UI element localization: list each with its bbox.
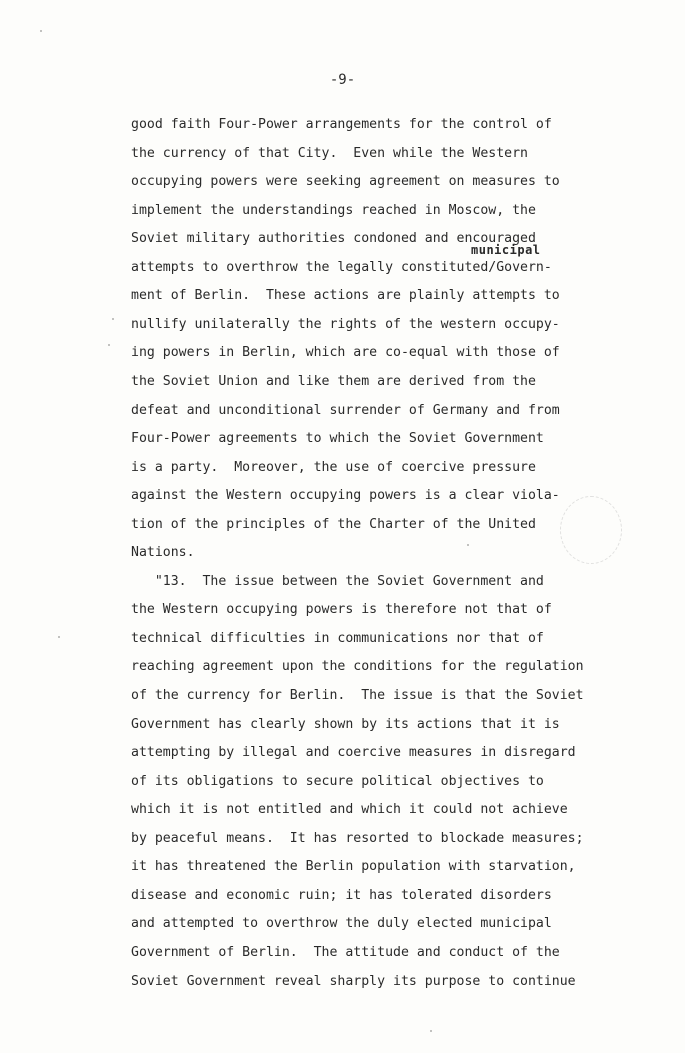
text-line: defeat and unconditional surrender of Germany and from [131, 402, 560, 418]
scan-speck [430, 1030, 432, 1032]
text-line: Nations. [131, 545, 195, 561]
text-line: by peaceful means. It has resorted to blockade measures; [131, 830, 584, 846]
text-line: the Western occupying powers is therefore not that of [131, 602, 552, 618]
scan-speck [467, 544, 469, 546]
text-line: nullify unilaterally the rights of the western occupy- [131, 316, 560, 332]
text-line: disease and economic ruin; it has tolerated disorders [131, 887, 552, 903]
text-line: ment of Berlin. These actions are plainly attempts to [131, 288, 560, 304]
text-line: which it is not entitled and which it could not achieve [131, 802, 568, 818]
scan-speck [112, 318, 114, 320]
text-line: the Soviet Union and like them are derived from the [131, 373, 536, 389]
text-line: Government of Berlin. The attitude and conduct of the [131, 944, 560, 960]
text-line: occupying powers were seeking agreement on measures to [131, 174, 560, 190]
faint-stamp-mark [560, 496, 622, 564]
text-line: the currency of that City. Even while the Western [131, 145, 528, 161]
text-line: Soviet military authorities condoned and encouraged [131, 231, 536, 247]
text-line: against the Western occupying powers is a clear viola- [131, 488, 560, 504]
text-line: tion of the principles of the Charter of the United [131, 516, 536, 532]
text-line: it has threatened the Berlin population with starvation, [131, 859, 576, 875]
text-line: of its obligations to secure political objectives to [131, 773, 544, 789]
text-line: reaching agreement upon the conditions for the regulation [131, 659, 584, 675]
page-number: -9- [329, 72, 356, 88]
text-line: of the currency for Berlin. The issue is that the Soviet [131, 688, 584, 703]
scan-speck [108, 344, 110, 346]
text-line: ing powers in Berlin, which are co-equal with those of [131, 345, 560, 361]
text-line: implement the understandings reached in Moscow, the [131, 202, 536, 218]
text-line: good faith Four-Power arrangements for the control of [131, 117, 552, 132]
text-line: "13. The issue between the Soviet Government and [131, 573, 544, 589]
text-line: attempting by illegal and coercive measures in disregard [131, 745, 576, 761]
text-line: attempts to overthrow the legally constituted/Govern- [131, 259, 552, 275]
text-line: Government has clearly shown by its actions that it is [131, 716, 560, 732]
text-line: and attempted to overthrow the duly elected municipal [131, 916, 552, 932]
text-line: Soviet Government reveal sharply its purpose to continue [131, 973, 576, 989]
text-line: is a party. Moreover, the use of coercive pressure [131, 459, 536, 475]
text-line: Four-Power agreements to which the Soviet Government [131, 431, 544, 447]
text-line: technical difficulties in communications nor that of [131, 630, 544, 646]
scan-speck [40, 30, 42, 32]
handwritten-insertion: municipal [471, 243, 541, 257]
scan-speck [58, 636, 60, 638]
